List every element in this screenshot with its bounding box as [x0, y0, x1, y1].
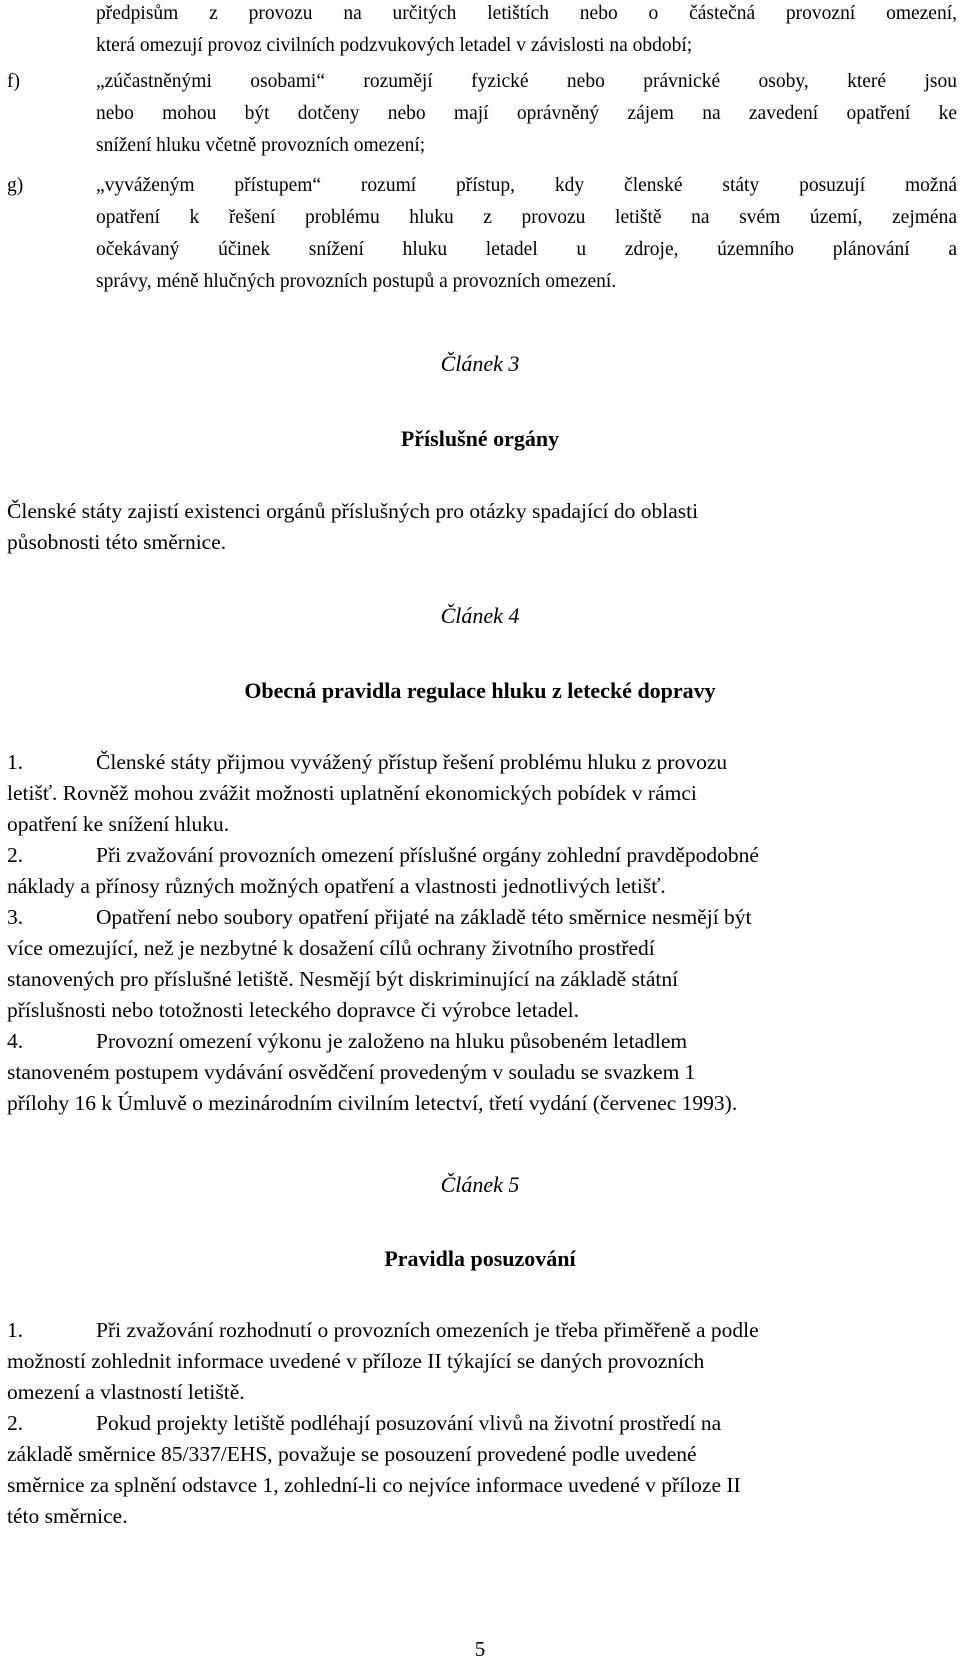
- list-item-body: [96, 170, 957, 298]
- article-3-title: Příslušné orgány: [400, 426, 560, 451]
- text-line: více omezující, než je nezbytné k dosažení cílů ochrany životního prostředí: [7, 936, 655, 960]
- text-line: omezení a vlastností letiště.: [7, 1380, 245, 1404]
- list-item-f: [7, 66, 957, 162]
- list-item-continuation: [7, 0, 957, 62]
- text-line: která omezují provoz civilních podzvukových letadel v závislosti na období;: [96, 35, 693, 56]
- list-item-label: g): [7, 175, 24, 196]
- text-line: opatření ke snížení hluku.: [7, 812, 230, 836]
- text-line: letišť. Rovněž mohou zvážit možnosti uplatnění ekonomických pobídek v rámci: [7, 781, 697, 805]
- text-line: nebo mohou být dotčeny nebo mají oprávněný zájem na zavedení opatření ke: [96, 103, 957, 124]
- article-4-title: Obecná pravidla regulace hluku z letecké dopravy: [244, 678, 716, 703]
- numbered-paragraph: [7, 902, 942, 1026]
- text-line: Opatření nebo soubory opatření přijaté na základě této směrnice nesmějí být: [96, 905, 752, 929]
- list-item-g: [7, 170, 957, 298]
- list-item-body: [96, 0, 957, 62]
- text-line: této směrnice.: [7, 1504, 128, 1528]
- text-line: očekávaný účinek snížení hluku letadel u zdroje, územního plánování a: [96, 239, 957, 260]
- article-3-paragraph: [7, 496, 942, 558]
- text-line: opatření k řešení problému hluku z provozu letiště na svém území, zejména: [96, 207, 957, 228]
- numbered-paragraph: [7, 747, 942, 840]
- numbered-paragraph: [7, 1315, 942, 1408]
- text-line: možností zohlednit informace uvedené v příloze II týkající se daných provozních: [7, 1349, 705, 1373]
- text-line: Při zvažování provozních omezení příslušné orgány zohlední pravděpodobné: [96, 843, 759, 867]
- text-line: stanoveném postupem vydávání osvědčení provedeným v souladu se svazkem 1: [7, 1060, 696, 1084]
- paragraph-number: 1.: [7, 1318, 24, 1342]
- text-line: správy, méně hlučných provozních postupů a provozních omezení.: [96, 271, 617, 292]
- text-line: Členské státy zajistí existenci orgánů příslušných pro otázky spadající do oblasti: [7, 499, 699, 523]
- article-3-number: Článek 3: [440, 351, 520, 376]
- numbered-paragraph: [7, 840, 942, 902]
- page-number: 5: [474, 1637, 486, 1661]
- text-line: Členské státy přijmou vyvážený přístup řešení problému hluku z provozu: [96, 750, 728, 774]
- paragraph-number: 2.: [7, 1411, 24, 1435]
- article-4-paragraphs: [7, 747, 942, 1119]
- text-line: základě směrnice 85/337/EHS, považuje se posouzení provedené podle uvedené: [7, 1442, 697, 1466]
- text-line: předpisům z provozu na určitých letištích nebo o částečná provozní omezení,: [96, 3, 957, 24]
- text-line: přílohy 16 k Úmluvě o mezinárodním civilním letectví, třetí vydání (červenec 1993).: [7, 1091, 738, 1115]
- paragraph-number: 3.: [7, 905, 24, 929]
- text-line: Provozní omezení výkonu je založeno na hluku působeném letadlem: [96, 1029, 688, 1053]
- article-5-title: Pravidla posuzování: [384, 1246, 576, 1271]
- article-4-number: Článek 4: [440, 603, 520, 628]
- text-line: náklady a přínosy různých možných opatření a vlastnosti jednotlivých letišť.: [7, 874, 666, 898]
- numbered-paragraph: [7, 1408, 942, 1532]
- text-line: stanovených pro příslušné letiště. Nesmějí být diskriminující na základě státní: [7, 967, 679, 991]
- text-line: „zúčastněnými osobami“ rozumějí fyzické nebo právnické osoby, které jsou: [96, 71, 957, 92]
- paragraph-number: 2.: [7, 843, 24, 867]
- article-5-paragraphs: [7, 1315, 942, 1532]
- paragraph-number: 4.: [7, 1029, 24, 1053]
- list-item-body: [96, 66, 957, 162]
- text-line: snížení hluku včetně provozních omezení;: [96, 135, 426, 156]
- text-line: Pokud projekty letiště podléhají posuzování vlivů na životní prostředí na: [96, 1411, 722, 1435]
- text-line: působnosti této směrnice.: [7, 530, 227, 554]
- list-item-label: f): [7, 71, 20, 92]
- text-line: Při zvažování rozhodnutí o provozních omezeních je třeba přiměřeně a podle: [96, 1318, 759, 1342]
- text-line: směrnice za splnění odstavce 1, zohlední-li co nejvíce informace uvedené v příloze II: [7, 1473, 741, 1497]
- text-line: „vyváženým přístupem“ rozumí přístup, kdy členské státy posuzují možná: [96, 175, 957, 196]
- article-5-number: Článek 5: [440, 1172, 520, 1197]
- numbered-paragraph: [7, 1026, 942, 1119]
- text-line: příslušnosti nebo totožnosti leteckého dopravce či výrobce letadel.: [7, 998, 579, 1022]
- paragraph-number: 1.: [7, 750, 24, 774]
